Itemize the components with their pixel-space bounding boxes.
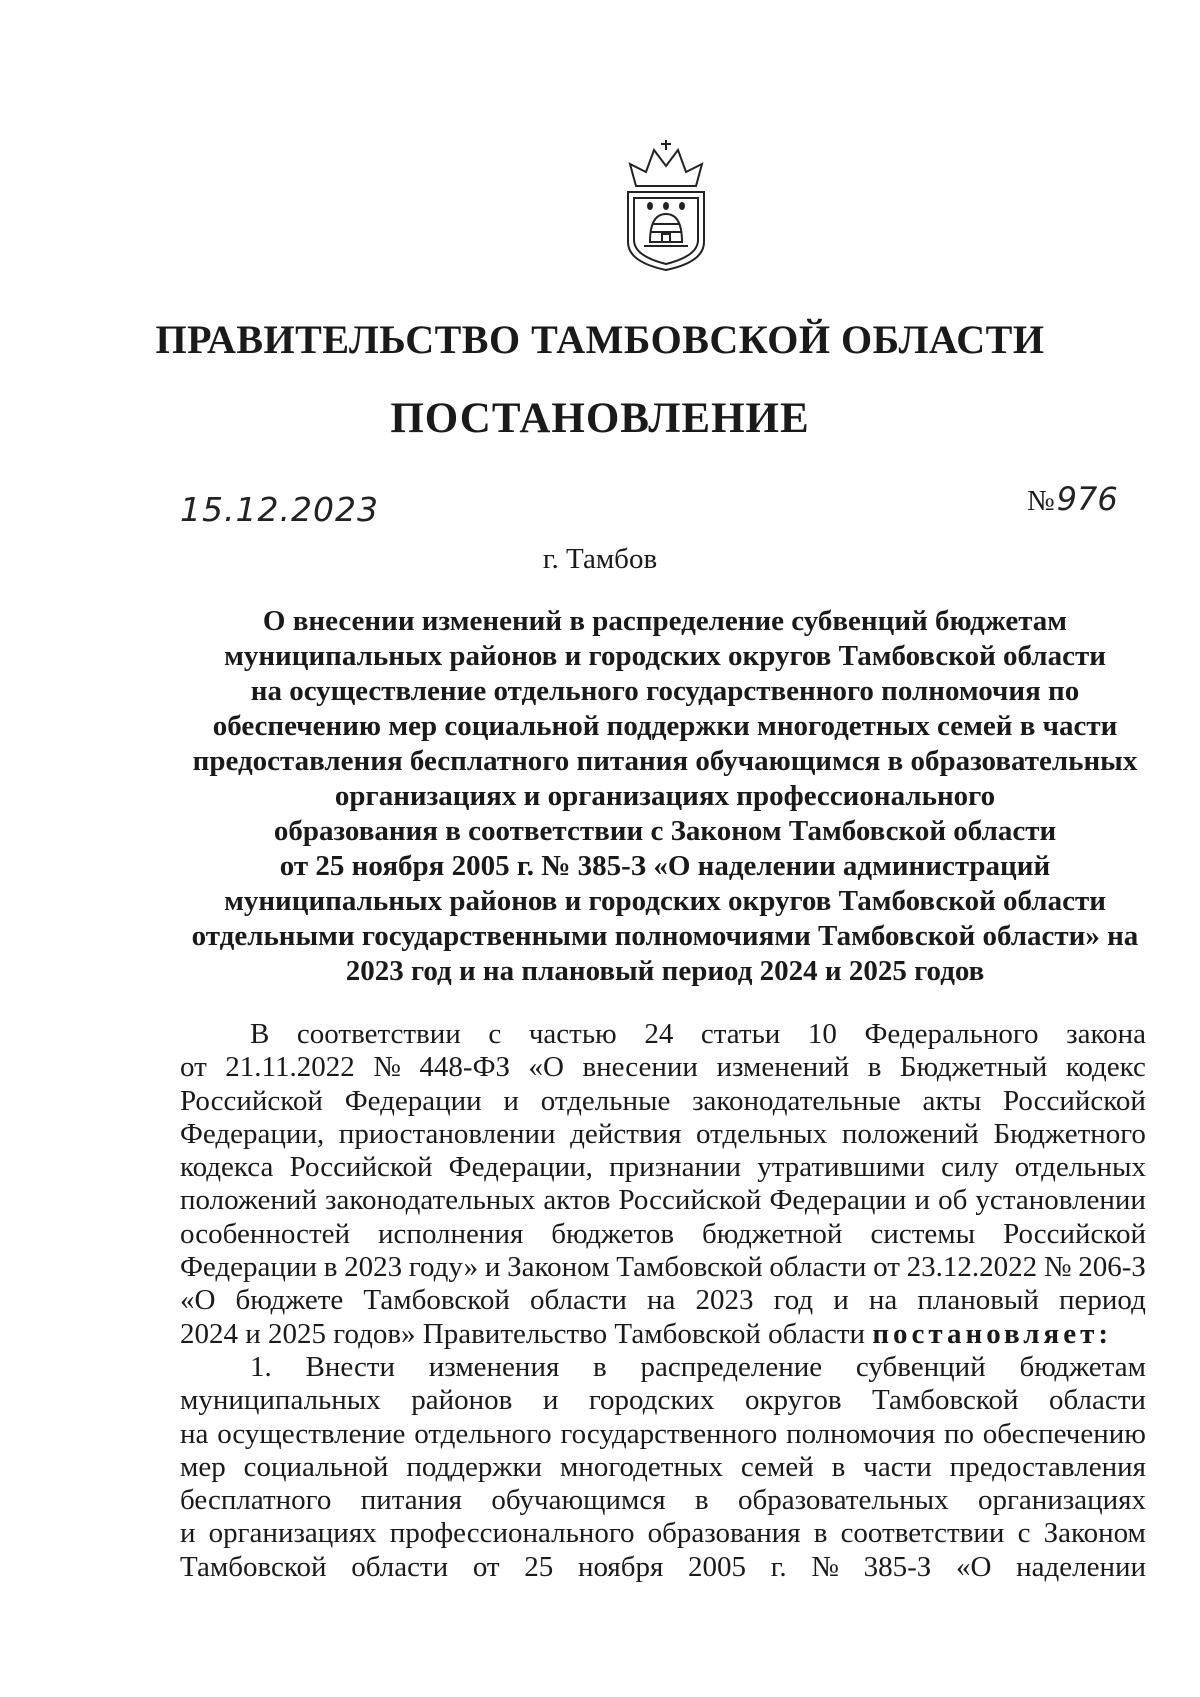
body-line	[180, 1251, 1146, 1284]
body-word: №	[373, 1051, 401, 1084]
body-word: период	[1059, 1284, 1146, 1317]
body-word: бюджетам	[1019, 1350, 1146, 1383]
body-line	[180, 1384, 1146, 1417]
body-word: особенностей	[180, 1217, 351, 1250]
body-line	[180, 1418, 1146, 1451]
body-word: 25	[524, 1550, 554, 1583]
body-word: действия	[570, 1117, 682, 1150]
body-word: соответствии	[840, 1517, 1005, 1550]
body-word: отдельные	[540, 1084, 671, 1117]
body-word: Российской	[1003, 1217, 1146, 1250]
body-word: кодекс	[1065, 1051, 1146, 1084]
body-word: силу	[941, 1151, 999, 1184]
body-word: государственного	[560, 1417, 778, 1450]
body-word: №	[1043, 1251, 1072, 1284]
body-word: акты	[922, 1084, 982, 1117]
document-heading	[185, 604, 1145, 989]
body-word: 206-З	[1078, 1251, 1146, 1284]
body-word: 21.11.2022	[225, 1051, 355, 1084]
document-type: ПОСТАНОВЛЕНИЕ	[390, 395, 810, 442]
body-word: с	[1017, 1517, 1031, 1550]
body-word: и	[914, 1184, 931, 1217]
body-word: образования	[647, 1517, 801, 1550]
body-word: районов	[411, 1384, 513, 1417]
body-word: организациях	[977, 1484, 1146, 1517]
body-word: полномочия	[786, 1417, 936, 1450]
body-word: плановый	[917, 1284, 1039, 1317]
body-word: Федерации,	[448, 1151, 593, 1184]
body-word: области	[769, 1251, 867, 1284]
body-word: бюджетов	[551, 1217, 675, 1250]
body-line	[180, 1484, 1146, 1517]
body-word: и	[503, 1084, 519, 1117]
body-word: изменений	[716, 1051, 850, 1084]
body-word: отдельного	[414, 1417, 552, 1450]
body-word: «О	[180, 1284, 216, 1317]
heading-line: муниципальных районов и городских округов Тамбовской области	[224, 640, 1106, 672]
body-line	[180, 1318, 1146, 1351]
body-word: и	[542, 1384, 559, 1417]
body-word: обучающимся	[491, 1484, 666, 1517]
body-line	[180, 1085, 1146, 1118]
body-word: актов	[543, 1184, 611, 1217]
body-word: «О	[955, 1550, 992, 1583]
body-word: на	[647, 1284, 676, 1317]
body-word: области	[351, 1550, 449, 1583]
body-word: распределение	[640, 1350, 823, 1383]
body-word: в	[813, 1517, 828, 1550]
body-word: соответствии	[296, 1018, 461, 1050]
body-word: в	[694, 1484, 709, 1517]
body-word: Российской	[180, 1084, 323, 1117]
body-line	[180, 1151, 1146, 1184]
body-word: 2005	[688, 1550, 747, 1583]
heading-line: муниципальных районов и городских округов Тамбовской области	[224, 885, 1106, 917]
body-line	[180, 1284, 1146, 1317]
document-number	[1027, 480, 1118, 518]
body-word: от	[873, 1251, 900, 1284]
body-word: и	[833, 1284, 849, 1317]
body-word: Федерации	[769, 1184, 907, 1217]
heading-line: отдельными государственными полномочиями Тамбовской области» на	[191, 920, 1139, 952]
body-word: Российской	[289, 1151, 433, 1184]
body-word: семей	[740, 1450, 814, 1483]
body-line-text: 2024 и 2025 годов» Правительство Тамбовской области	[180, 1317, 866, 1350]
body-word: об	[938, 1184, 968, 1217]
body-word: системы	[870, 1217, 976, 1250]
body-word: законодательные	[692, 1084, 901, 1117]
body-line	[180, 1351, 1146, 1384]
body-word: социальной	[243, 1450, 389, 1483]
body-word: предоставления	[949, 1450, 1146, 1483]
body-word: наделении	[1016, 1550, 1146, 1583]
organization-title: ПРАВИТЕЛЬСТВО ТАМБОВСКОЙ ОБЛАСТИ	[155, 317, 1045, 362]
body-word: 2023	[344, 1251, 403, 1284]
body-line	[180, 1051, 1146, 1084]
tambov-coat-of-arms-emblem	[616, 134, 716, 274]
body-word: 2023	[695, 1284, 754, 1317]
body-word: бюджетной	[702, 1217, 843, 1250]
body-word: от	[472, 1550, 500, 1583]
body-word: Тамбовской	[363, 1284, 510, 1317]
body-word: исполнения	[378, 1217, 524, 1250]
body-word: организациях	[208, 1517, 377, 1550]
body-word: мер	[180, 1450, 226, 1483]
body-word: обеспечению	[982, 1417, 1146, 1450]
body-word: округов	[744, 1384, 842, 1417]
body-word: Российской	[1003, 1084, 1146, 1117]
body-word: в	[867, 1051, 882, 1084]
body-word: 1.	[250, 1350, 272, 1383]
body-word: бюджете	[235, 1284, 344, 1317]
body-word: приостановлении	[338, 1117, 556, 1150]
body-word: Федерации	[344, 1084, 482, 1117]
number-sign: №	[1027, 485, 1055, 517]
body-word: 448-ФЗ	[419, 1051, 511, 1084]
body-word: в	[323, 1251, 338, 1284]
body-line	[180, 1517, 1146, 1550]
body-word: Тамбовской	[616, 1251, 763, 1284]
heading-line: образования в соответствии с Законом Тамбовской области	[273, 815, 1057, 847]
body-word: области	[529, 1284, 627, 1317]
heading-line: от 25 ноября 2005 г. № 385-З «О наделении администраций	[279, 850, 1051, 882]
body-word: поддержки	[406, 1450, 543, 1483]
heading-line: 2023 год и на плановый период 2024 и 2025 годов	[345, 955, 985, 987]
body-word: в	[831, 1450, 846, 1483]
heading-line: организациях и организациях профессионального	[334, 780, 996, 812]
body-word: 23.12.2022	[906, 1251, 1038, 1284]
body-word: «О	[528, 1051, 564, 1084]
body-word: от	[180, 1051, 207, 1084]
body-word: части	[863, 1450, 932, 1483]
body-word: Законом	[1043, 1517, 1146, 1550]
body-line	[180, 1451, 1146, 1484]
body-word: профессионального	[389, 1517, 635, 1550]
body-word: г.	[770, 1550, 787, 1583]
body-word: ноября	[577, 1550, 664, 1583]
body-word: Российской	[618, 1184, 762, 1217]
body-word: области	[1049, 1384, 1146, 1417]
body-word: кодекса	[180, 1151, 274, 1184]
resolves-word: постановляет:	[872, 1317, 1112, 1350]
body-word: 10	[807, 1018, 837, 1050]
body-word: 385-З	[863, 1550, 932, 1583]
body-word: внесении	[582, 1051, 698, 1084]
heading-line: предоставления бесплатного питания обучающимся в образовательных	[192, 745, 1138, 777]
body-word: субвенций	[855, 1350, 986, 1383]
body-word: установлении	[975, 1184, 1146, 1217]
document-body	[180, 1018, 1146, 1584]
body-word: Бюджетного	[993, 1117, 1146, 1150]
body-word: многодетных	[559, 1450, 723, 1483]
body-word: и	[180, 1517, 196, 1550]
body-word: В	[250, 1018, 270, 1050]
body-word: по	[943, 1417, 974, 1450]
body-word: на	[180, 1417, 209, 1450]
heading-line: на осуществление отдельного государственного полномочия по	[250, 675, 1080, 707]
handwritten-date: 15.12.2023	[180, 490, 379, 529]
body-line	[180, 1018, 1146, 1051]
body-word: с	[488, 1018, 502, 1050]
body-line	[180, 1184, 1146, 1217]
body-word: статьи	[700, 1018, 781, 1050]
body-word: отдельных	[1014, 1151, 1146, 1184]
body-word: осуществление	[217, 1417, 406, 1450]
body-word: и	[484, 1251, 501, 1284]
heading-line: О внесении изменений в распределение субвенций бюджетам	[262, 605, 1068, 637]
body-word: образовательных	[737, 1484, 949, 1517]
body-word: изменения	[428, 1350, 560, 1383]
heading-line: обеспечению мер социальной поддержки многодетных семей в части	[212, 710, 1118, 742]
body-word: положений	[180, 1184, 317, 1217]
body-word: муниципальных	[180, 1384, 381, 1417]
body-line	[180, 1551, 1146, 1584]
body-word: год	[773, 1284, 814, 1317]
body-word: бесплатного	[180, 1484, 332, 1517]
body-word: Федерального	[864, 1018, 1039, 1050]
body-word: году»	[408, 1251, 479, 1284]
body-word: утратившими	[757, 1151, 925, 1184]
body-word: Тамбовской	[872, 1384, 1019, 1417]
body-word: Тамбовской	[180, 1550, 327, 1583]
body-word: городских	[588, 1384, 715, 1417]
body-word: Федерации,	[180, 1117, 325, 1150]
body-word: частью	[528, 1018, 617, 1050]
body-word: Законом	[507, 1251, 610, 1284]
body-word: Федерации	[180, 1251, 317, 1284]
body-word: признании	[609, 1151, 742, 1184]
body-word: Внести	[305, 1350, 396, 1383]
body-word: на	[868, 1284, 898, 1317]
body-word: законодательных	[325, 1184, 536, 1217]
body-word: Бюджетный	[899, 1051, 1048, 1084]
handwritten-number: 976	[1056, 480, 1118, 518]
body-word: питания	[360, 1484, 463, 1517]
body-word: положений	[841, 1117, 979, 1150]
body-word: №	[811, 1550, 839, 1583]
body-line	[180, 1218, 1146, 1251]
body-word: 24	[644, 1018, 674, 1050]
body-word: закона	[1066, 1018, 1146, 1050]
body-word: в	[593, 1350, 607, 1383]
body-word: отдельных	[696, 1117, 828, 1150]
body-line	[180, 1118, 1146, 1151]
city-name: г. Тамбов	[542, 543, 658, 575]
